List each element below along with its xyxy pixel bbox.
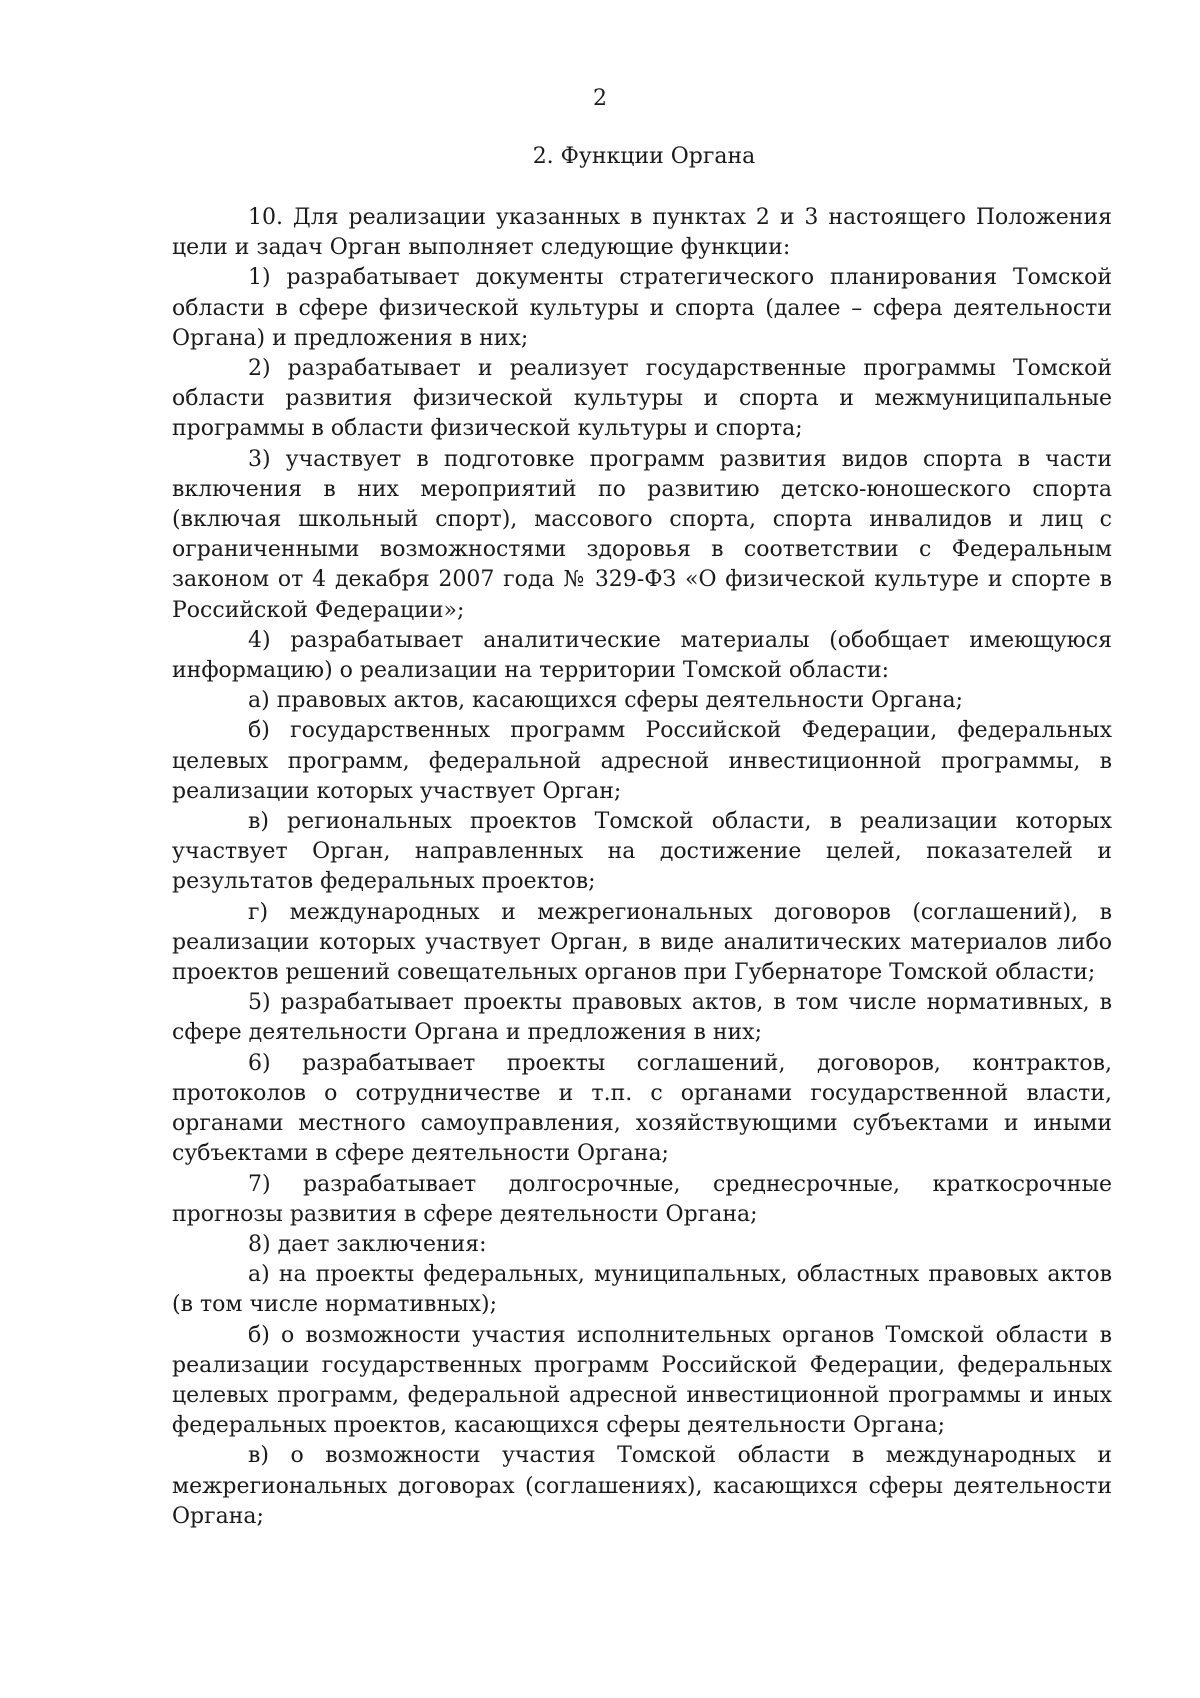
paragraph-function-8: 8) дает заключения:	[248, 1231, 487, 1257]
paragraph-10-intro: 10. Для реализации указанных в пунктах 2 и 3 настоящего Положения цели и задач Орган выполняет следующие функции:	[172, 205, 1112, 261]
paragraph-function-3: 3) участвует в подготовке программ развития видов спорта в части включения в них мероприятий по развитию детско-юношеского спорта (включая школьный спорт), массового спорта, спорта инвалидов и лиц с ограниченными возможностями здоровья в соответствии с Федеральным законом от 4 декабря 2007 года № 329-ФЗ «О физической культуре и спорте в Российской Федерации»;	[172, 446, 1112, 623]
paragraph-function-8v: в) о возможности участия Томской области в международных и межрегиональных договорах (соглашениях), касающихся сферы деятельности Органа;	[172, 1443, 1112, 1529]
page-number: 2	[593, 86, 607, 111]
section-heading: 2. Функции Органа	[532, 144, 756, 169]
paragraph-function-7: 7) разрабатывает долгосрочные, среднесрочные, краткосрочные прогнозы развития в сфере деятельности Органа;	[172, 1171, 1112, 1227]
paragraph-function-4g: г) международных и межрегиональных договоров (соглашений), в реализации которых участвует Орган, в виде аналитических материалов либо проектов решений совещательных органов при Губернаторе Томской области;	[172, 899, 1112, 986]
paragraph-function-5: 5) разрабатывает проекты правовых актов, в том числе нормативных, в сфере деятельности Органа и предложения в них;	[172, 990, 1112, 1046]
paragraph-function-2: 2) разрабатывает и реализует государственные программы Томской области развития физической культуры и спорта и межмуниципальные программы в области физической культуры и спорта;	[172, 356, 1112, 442]
paragraph-function-4: 4) разрабатывает аналитические материалы (обобщает имеющуюся информацию) о реализации на территории Томской области:	[172, 627, 1112, 684]
paragraph-function-8a: а) на проекты федеральных, муниципальных, областных правовых актов (в том числе нормативных);	[172, 1262, 1112, 1318]
document-body	[172, 203, 1112, 1532]
paragraph-function-8b: б) о возможности участия исполнительных органов Томской области в реализации государственных программ Российской Федерации, федеральных целевых программ, федеральной адресной инвестиционной программы и иных федеральных проектов, касающихся сферы деятельности Органа;	[172, 1322, 1112, 1439]
paragraph-function-4b: б) государственных программ Российской Федерации, федеральных целевых программ, федеральной адресной инвестиционной программы, в реализации которых участвует Орган;	[172, 718, 1112, 804]
paragraph-function-1: 1) разрабатывает документы стратегического планирования Томской области в сфере физической культуры и спорта (далее – сфера деятельности Органа) и предложения в них;	[172, 265, 1112, 351]
paragraph-function-4v: в) региональных проектов Томской области, в реализации которых участвует Орган, направленных на достижение целей, показателей и результатов федеральных проектов;	[172, 809, 1112, 895]
paragraph-function-4a: а) правовых актов, касающихся сферы деятельности Органа;	[248, 688, 964, 714]
paragraph-function-6: 6) разрабатывает проекты соглашений, договоров, контрактов, протоколов о сотрудничестве и т.п. с органами государственной власти, органами местного самоуправления, хозяйствующими субъектами и иными субъектами в сфере деятельности Органа;	[172, 1050, 1112, 1167]
